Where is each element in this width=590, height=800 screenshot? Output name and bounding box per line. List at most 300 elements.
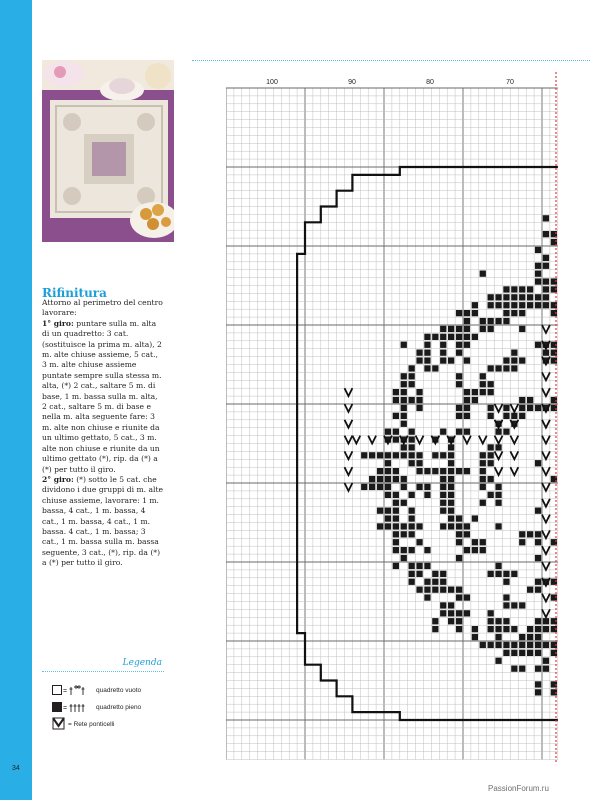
filled-cell [401,381,407,387]
filled-cell [385,484,391,490]
filled-cell [416,460,422,466]
intro-text: Attorno al perimetro del centro lavorare: [42,298,163,318]
filled-cell [424,468,430,474]
filled-cell [448,602,454,608]
filled-cell [424,587,430,593]
filled-cell [503,302,509,308]
filled-cell [424,563,430,569]
filled-cell [440,492,446,498]
column-label-80: 80 [426,79,434,86]
filled-cell [535,666,541,672]
filled-cell [377,484,383,490]
filled-cell [409,579,415,585]
filled-cell [503,365,509,371]
filled-cell [393,397,399,403]
page-number: 34 [12,765,20,772]
filled-cell [519,294,525,300]
filled-cell [432,587,438,593]
filled-cell [464,342,470,348]
filled-cell [440,579,446,585]
filled-cell [416,484,422,490]
filled-cell [488,476,494,482]
filled-cell [535,579,541,585]
filled-cell [385,523,391,529]
mesh-mark [463,436,471,444]
filled-cell [456,610,462,616]
filled-cell [511,365,517,371]
mesh-mark [510,436,518,444]
filled-cell [393,500,399,506]
filled-cell [401,484,407,490]
filled-cell [393,436,399,442]
filled-cell [401,342,407,348]
filled-cell [440,508,446,514]
empty-square-symbol [52,684,96,696]
filled-cell [464,357,470,363]
filled-cell [424,357,430,363]
filled-cell [503,594,509,600]
mesh-symbol [52,717,68,731]
filled-cell [519,405,525,411]
filled-cell [535,587,541,593]
filled-cell [535,294,541,300]
filled-cell [448,452,454,458]
filled-square-symbol [52,701,96,713]
filled-cell [385,515,391,521]
filled-cell [409,460,415,466]
filled-cell [464,413,470,419]
mesh-mark [345,436,353,444]
filled-cell [448,357,454,363]
column-label-70: 70 [506,79,514,86]
filled-cell [488,571,494,577]
filled-cell [393,492,399,498]
filled-cell [488,452,494,458]
filled-cell [385,476,391,482]
filled-cell [535,263,541,269]
filled-cell [519,531,525,537]
filled-cell [377,508,383,514]
filled-cell [448,334,454,340]
filled-cell [535,681,541,687]
filled-cell [409,381,415,387]
filled-cell [535,626,541,632]
filled-cell [409,444,415,450]
round-1-label: 1° giro: [42,318,74,328]
watermark: PassionForum.ru [488,784,549,793]
filled-cell [511,302,517,308]
mesh-mark [495,451,503,459]
chart-grid [226,88,558,760]
round-2-paragraph [42,475,164,569]
filled-cell [480,318,486,324]
filled-cell [535,531,541,537]
filled-cell [488,365,494,371]
filled-cell [393,523,399,529]
filled-cell [543,302,549,308]
filled-cell [535,689,541,695]
filled-cell [519,642,525,648]
filled-cell [456,326,462,332]
filled-cell [440,484,446,490]
filled-cell [472,310,478,316]
filled-cell [416,563,422,569]
filled-cell [416,468,422,474]
svg-text:=: = [63,688,68,695]
filled-cell [535,642,541,648]
mesh-mark [495,436,503,444]
filet-chart [226,72,590,762]
filled-cell [432,571,438,577]
mesh-mark [479,436,487,444]
filled-cell [495,618,501,624]
filled-cell [503,579,509,585]
filled-cell [448,508,454,514]
filled-cell [416,397,422,403]
mesh-mark [352,436,360,444]
filled-cell [488,460,494,466]
mesh-mark [510,467,518,475]
filled-cell [527,286,533,292]
mesh-mark [542,451,550,459]
filled-cell [456,381,462,387]
filled-cell [432,334,438,340]
filled-cell [480,484,486,490]
filled-cell [416,389,422,395]
mesh-mark [542,515,550,523]
filled-cell [401,531,407,537]
filled-cell [488,294,494,300]
filled-cell [448,326,454,332]
filled-cell [519,413,525,419]
filled-cell [464,326,470,332]
filled-cell [385,508,391,514]
filled-cell [480,468,486,474]
filled-cell [393,452,399,458]
filled-cell [393,429,399,435]
filled-cell [511,294,517,300]
filled-cell [495,626,501,632]
filled-cell [361,484,367,490]
filled-cell [503,602,509,608]
filled-cell [448,468,454,474]
legend-empty-square [52,684,141,696]
filled-cell [472,634,478,640]
filled-cell [527,397,533,403]
round-2-label: 2° giro: [42,474,74,484]
filled-cell [409,515,415,521]
mesh-mark [345,451,353,459]
legend-title: Legenda [122,658,162,668]
filled-cell [456,350,462,356]
filled-cell [401,397,407,403]
filled-cell [440,326,446,332]
filled-cell [480,326,486,332]
filled-cell [519,539,525,545]
filled-cell [543,263,549,269]
filled-cell [456,405,462,411]
filled-cell [543,278,549,284]
filled-cell [440,334,446,340]
filled-cell [472,334,478,340]
filled-cell [385,468,391,474]
filled-cell [456,594,462,600]
filled-cell [464,397,470,403]
filled-cell [503,405,509,411]
filled-cell [377,523,383,529]
filled-cell [440,610,446,616]
legend-mesh [52,717,114,731]
filled-cell [440,357,446,363]
mesh-mark [345,467,353,475]
filled-cell [495,642,501,648]
filled-cell [361,452,367,458]
filled-cell [535,650,541,656]
filled-cell [527,302,533,308]
mesh-mark [542,372,550,380]
filled-cell [519,326,525,332]
filled-cell [472,302,478,308]
filled-cell [424,334,430,340]
filled-cell [424,547,430,553]
filled-cell [519,602,525,608]
filled-cell [416,523,422,529]
filled-cell [535,539,541,545]
filled-cell [543,215,549,221]
filled-cell [448,460,454,466]
doily-photo [42,60,174,242]
filled-cell [377,468,383,474]
mesh-mark [510,451,518,459]
filled-cell [409,563,415,569]
filled-cell [488,326,494,332]
filled-cell [511,571,517,577]
filled-cell [535,302,541,308]
round-1-text: puntare sulla m. alta di un quadretto: 3 cat. (sostituisce la prima m. alta), 2 m. alte chiuse assieme, 5 cat., 3 m. alte chiuse assieme puntate sempre sulla stessa m. alta, (*) 2 cat., saltare 5 m. di base, 1 m. bassa sulla m. alta, 2 cat., saltare 5 m. di base e nella m. alta seguente fare: 3 m. alte non chiuse e riunite da un ultimo gettato, 5 cat., 3 m. alte non chiuse e riunite da un ultimo gettato (*), rip. da (*) a (*) per tutto il giro. [42,318,162,474]
filled-cell [519,286,525,292]
mesh-mark [542,420,550,428]
filled-cell [519,302,525,308]
filled-cell [416,350,422,356]
filled-cell [377,452,383,458]
mesh-mark [542,467,550,475]
filled-cell [448,500,454,506]
filled-cell [393,547,399,553]
filled-cell [511,286,517,292]
filled-cell [464,405,470,411]
filled-cell [495,523,501,529]
filled-cell [535,342,541,348]
filled-cell [440,350,446,356]
filled-cell [503,650,509,656]
filled-cell [488,444,494,450]
filled-cell [393,468,399,474]
filled-cell [456,626,462,632]
finishing-instructions [42,298,164,569]
filled-cell [385,492,391,498]
mesh-mark [345,388,353,396]
filled-cell [495,492,501,498]
filled-cell [503,318,509,324]
filled-cell [448,484,454,490]
filled-cell [369,452,375,458]
legend-filled-label: quadretto pieno [96,703,142,711]
filled-cell [480,271,486,277]
filled-cell [543,642,549,648]
filled-cell [480,381,486,387]
filled-cell [495,634,501,640]
filled-cell [416,539,422,545]
filled-cell [440,476,446,482]
round-1-paragraph [42,319,164,475]
filled-cell [456,555,462,561]
filled-cell [464,523,470,529]
mesh-mark [542,594,550,602]
filled-cell [393,515,399,521]
filled-cell [480,476,486,482]
filled-cell [543,286,549,292]
filled-cell [535,555,541,561]
filled-cell [535,247,541,253]
filled-cell [488,302,494,308]
filled-cell [527,642,533,648]
filled-cell [480,500,486,506]
filled-cell [511,310,517,316]
filled-cell [464,468,470,474]
filled-cell [456,531,462,537]
filled-cell [527,531,533,537]
filled-cell [369,484,375,490]
filled-cell [503,642,509,648]
legend-mesh-label: = Rete ponticelli [68,720,115,728]
filled-cell [511,650,517,656]
filled-cell [393,508,399,514]
mesh-mark [542,546,550,554]
filled-cell [401,413,407,419]
filled-cell [488,492,494,498]
filled-cell [519,634,525,640]
filled-cell [401,373,407,379]
filled-cell [527,626,533,632]
filled-cell [432,452,438,458]
filled-cell [409,547,415,553]
filled-cell [511,626,517,632]
filled-cell [503,310,509,316]
filled-cell [464,389,470,395]
filled-cell [480,547,486,553]
mesh-mark [542,388,550,396]
mesh-mark [542,325,550,333]
filled-cell [480,460,486,466]
filled-cell [511,666,517,672]
filled-cell [535,278,541,284]
filled-cell [511,350,517,356]
filled-cell [401,523,407,529]
filled-cell [495,318,501,324]
filled-cell [432,468,438,474]
filled-cell [448,492,454,498]
filled-cell [416,357,422,363]
mesh-mark [416,436,424,444]
filled-cell [488,610,494,616]
filled-cell [440,468,446,474]
mesh-mark [345,420,353,428]
column-label-100: 100 [266,79,278,86]
filled-cell [511,602,517,608]
filled-cell [456,373,462,379]
filled-cell [511,357,517,363]
filled-cell [519,397,525,403]
filled-cell [456,334,462,340]
filled-cell [401,547,407,553]
filled-cell [535,271,541,277]
filled-cell [424,342,430,348]
filled-cell [535,405,541,411]
filled-cell [432,626,438,632]
filled-cell [401,555,407,561]
filled-cell [495,302,501,308]
filled-cell [456,310,462,316]
filled-cell [424,365,430,371]
filled-cell [440,571,446,577]
filled-cell [393,563,399,569]
legend-filled-square [52,701,141,713]
filled-cell [440,429,446,435]
filled-cell [456,515,462,521]
filled-cell [488,642,494,648]
filled-cell [527,650,533,656]
filled-cell [527,294,533,300]
filled-cell [480,452,486,458]
filled-cell [543,626,549,632]
filled-cell [472,389,478,395]
filled-cell [456,539,462,545]
filled-cell [488,405,494,411]
filled-cell [519,650,525,656]
filled-cell [464,310,470,316]
mesh-mark [345,483,353,491]
filled-cell [480,642,486,648]
filled-cell [416,452,422,458]
filled-cell [448,610,454,616]
filled-cell [377,476,383,482]
filled-cell [503,357,509,363]
filled-cell [503,626,509,632]
filled-cell [416,571,422,577]
chart-filled-cells [361,215,557,695]
filled-cell [464,610,470,616]
filled-cell [527,634,533,640]
filled-cell [409,365,415,371]
mesh-mark [510,404,518,412]
mesh-mark [368,436,376,444]
filled-cell [535,634,541,640]
filled-cell [432,365,438,371]
filled-cell [416,405,422,411]
round-2-text: (*) sotto le 5 cat. che dividono i due gruppi di m. alte chiuse assieme, lavorare: 1 m. bassa, 4 cat., 1 m. bassa, 4 cat., 1 m. bassa, 4 cat., 1 m. bassa. 4 cat., 1 m. bassa; 3 cat., 1 m. bassa sulla m. bassa seguente, 3 cat., (*), rip. da (*) a (*) per tutto il giro. [42,474,163,568]
filled-cell [495,658,501,664]
filled-cell [424,579,430,585]
filled-cell [440,523,446,529]
filled-cell [409,508,415,514]
filled-cell [464,531,470,537]
filled-cell [495,365,501,371]
filled-cell [543,255,549,261]
filled-cell [488,318,494,324]
filled-cell [440,452,446,458]
filled-cell [401,389,407,395]
filled-cell [409,523,415,529]
